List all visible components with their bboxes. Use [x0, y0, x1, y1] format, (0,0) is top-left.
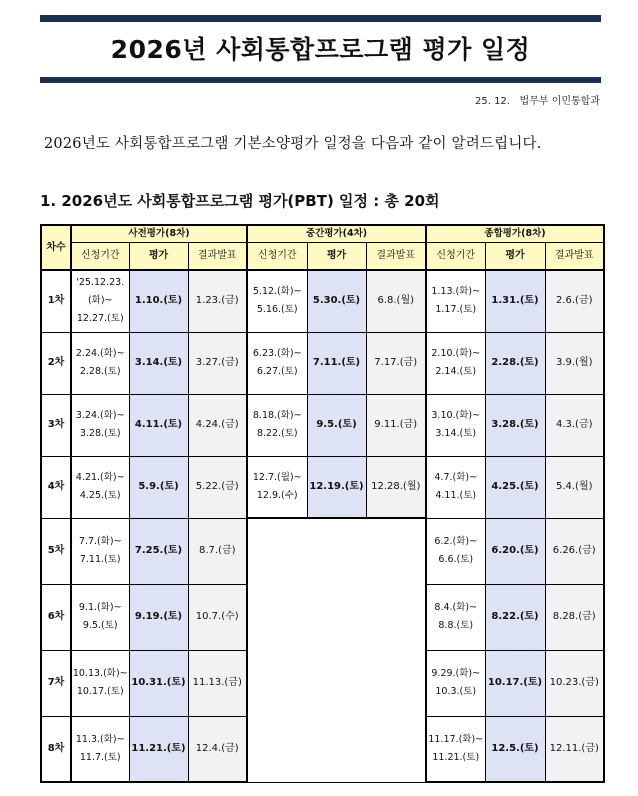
round-header: 차수 [41, 225, 71, 270]
final-result-date: 6.26.(금) [545, 518, 604, 584]
final-apply-period: 6.2.(화)~ 6.6.(토) [426, 518, 485, 584]
final-apply-period: 3.10.(화)~ 3.14.(토) [426, 394, 485, 456]
pre-apply-period: 7.7.(화)~ 7.11.(토) [71, 518, 129, 584]
pre-eval-date: 5.9.(토) [129, 456, 188, 518]
mid-eval-date: 9.5.(토) [307, 394, 366, 456]
pre-apply-period: 2.24.(화)~ 2.28.(토) [71, 332, 129, 394]
final-result-date: 8.28.(금) [545, 584, 604, 650]
title-top-rule [40, 15, 601, 22]
mid-empty-area [247, 518, 426, 782]
mid-result-date: 6.8.(월) [366, 270, 426, 332]
final-apply-period: 9.29.(화)~ 10.3.(토) [426, 650, 485, 716]
mid-apply-period: 6.23.(화)~ 6.27.(토) [247, 332, 307, 394]
group-header-pre: 사전평가(8차) [71, 225, 247, 243]
pre-result-date: 12.4.(금) [188, 716, 247, 782]
mid-eval-date: 5.30.(토) [307, 270, 366, 332]
page-title: 2026년 사회통합프로그램 평가 일정 [110, 35, 531, 64]
document-org: 법무부 이민통합과 [519, 96, 600, 107]
round-label: 4차 [41, 456, 71, 518]
pre-result-date: 3.27.(금) [188, 332, 247, 394]
subheader-apply: 신청기간 [71, 243, 129, 271]
subheader-result: 결과발표 [188, 243, 247, 271]
final-eval-date: 1.31.(토) [485, 270, 545, 332]
pre-apply-period: '25.12.23.(화)~ 12.27.(토) [71, 270, 129, 332]
group-header-mid: 중간평가(4차) [247, 225, 426, 243]
final-apply-period: 8.4.(화)~ 8.8.(토) [426, 584, 485, 650]
final-eval-date: 2.28.(토) [485, 332, 545, 394]
pre-result-date: 4.24.(금) [188, 394, 247, 456]
final-result-date: 2.6.(금) [545, 270, 604, 332]
pre-eval-date: 9.19.(토) [129, 584, 188, 650]
final-result-date: 12.11.(금) [545, 716, 604, 782]
pre-eval-date: 4.11.(토) [129, 394, 188, 456]
final-result-date: 3.9.(월) [545, 332, 604, 394]
round-label: 8차 [41, 716, 71, 782]
round-label: 1차 [41, 270, 71, 332]
final-apply-period: 11.17.(화)~ 11.21.(토) [426, 716, 485, 782]
group-header-final: 종합평가(8차) [426, 225, 604, 243]
pre-eval-date: 1.10.(토) [129, 270, 188, 332]
pre-result-date: 11.13.(금) [188, 650, 247, 716]
mid-eval-date: 12.19.(토) [307, 456, 366, 518]
mid-apply-period: 8.18.(화)~ 8.22.(토) [247, 394, 307, 456]
mid-eval-date: 7.11.(토) [307, 332, 366, 394]
final-apply-period: 2.10.(화)~ 2.14.(토) [426, 332, 485, 394]
subheader-eval: 평가 [129, 243, 188, 271]
final-eval-date: 8.22.(토) [485, 584, 545, 650]
pre-result-date: 10.7.(수) [188, 584, 247, 650]
final-eval-date: 4.25.(토) [485, 456, 545, 518]
subheader-apply: 신청기간 [426, 243, 485, 271]
document-date: 25. 12. [474, 96, 510, 107]
round-label: 7차 [41, 650, 71, 716]
final-result-date: 5.4.(월) [545, 456, 604, 518]
title-bottom-rule [40, 77, 601, 83]
mid-apply-period: 5.12.(화)~ 5.16.(토) [247, 270, 307, 332]
final-eval-date: 3.28.(토) [485, 394, 545, 456]
mid-result-date: 7.17.(금) [366, 332, 426, 394]
section-title: 1. 2026년도 사회통합프로그램 평가(PBT) 일정 : 총 20회 [40, 192, 440, 210]
pre-apply-period: 9.1.(화)~ 9.5.(토) [71, 584, 129, 650]
intro-text: 2026년도 사회통합프로그램 기본소양평가 일정을 다음과 같이 알려드립니다. [44, 136, 542, 152]
subheader-result: 결과발표 [366, 243, 426, 271]
document-dateline [475, 92, 600, 107]
pre-result-date: 1.23.(금) [188, 270, 247, 332]
round-label: 5차 [41, 518, 71, 584]
subheader-eval: 평가 [485, 243, 545, 271]
final-apply-period: 1.13.(화)~ 1.17.(토) [426, 270, 485, 332]
pre-result-date: 5.22.(금) [188, 456, 247, 518]
pre-apply-period: 4.21.(화)~ 4.25.(토) [71, 456, 129, 518]
pre-eval-date: 7.25.(토) [129, 518, 188, 584]
pre-eval-date: 10.31.(토) [129, 650, 188, 716]
final-result-date: 4.3.(금) [545, 394, 604, 456]
pre-apply-period: 3.24.(화)~ 3.28.(토) [71, 394, 129, 456]
table-row [41, 394, 604, 456]
pre-eval-date: 3.14.(토) [129, 332, 188, 394]
subheader-eval: 평가 [307, 243, 366, 271]
round-label: 6차 [41, 584, 71, 650]
pre-eval-date: 11.21.(토) [129, 716, 188, 782]
round-label: 3차 [41, 394, 71, 456]
final-result-date: 10.23.(금) [545, 650, 604, 716]
subheader-result: 결과발표 [545, 243, 604, 271]
mid-result-date: 9.11.(금) [366, 394, 426, 456]
final-eval-date: 12.5.(토) [485, 716, 545, 782]
table-row [41, 518, 604, 584]
table-row [41, 270, 604, 332]
pre-result-date: 8.7.(금) [188, 518, 247, 584]
table-row [41, 456, 604, 518]
mid-apply-period: 12.7.(월)~ 12.9.(수) [247, 456, 307, 518]
final-eval-date: 10.17.(토) [485, 650, 545, 716]
mid-result-date: 12.28.(월) [366, 456, 426, 518]
schedule-table [40, 224, 605, 783]
round-label: 2차 [41, 332, 71, 394]
final-eval-date: 6.20.(토) [485, 518, 545, 584]
final-apply-period: 4.7.(화)~ 4.11.(토) [426, 456, 485, 518]
pre-apply-period: 11.3.(화)~ 11.7.(토) [71, 716, 129, 782]
table-row [41, 332, 604, 394]
subheader-apply: 신청기간 [247, 243, 307, 271]
pre-apply-period: 10.13.(화)~ 10.17.(토) [71, 650, 129, 716]
